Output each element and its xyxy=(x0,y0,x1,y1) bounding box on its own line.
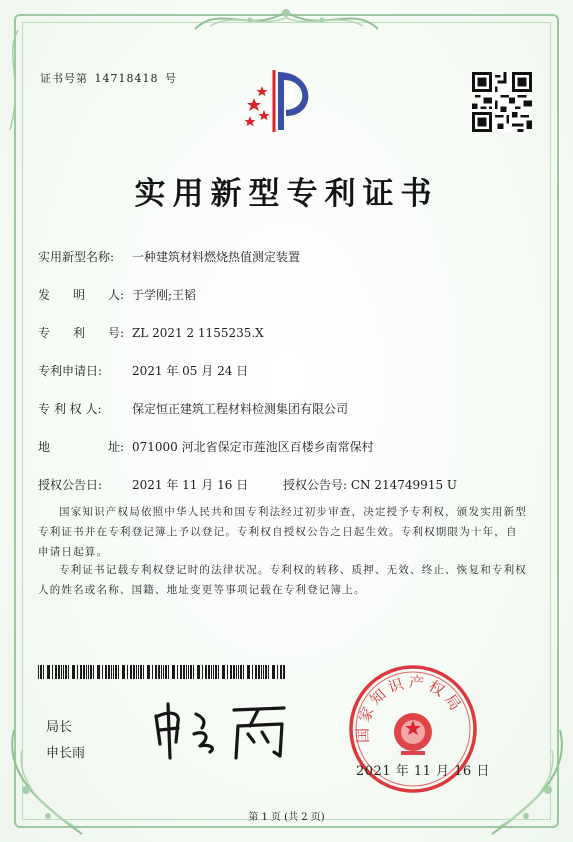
barcode-bar xyxy=(140,665,142,679)
barcode-bar xyxy=(80,665,82,679)
barcode-bar xyxy=(105,665,107,679)
barcode-bar xyxy=(97,665,100,679)
barcode-bar xyxy=(263,665,264,679)
grant-date-value: 2021 年 11 月 16 日 xyxy=(132,478,249,492)
barcode-bar xyxy=(152,665,153,679)
barcode-bar xyxy=(61,665,62,679)
grant-number-row xyxy=(283,476,457,493)
barcode-bar xyxy=(193,665,194,679)
top-ornament xyxy=(190,4,383,34)
utility-model-name-value: 一种建筑材料燃烧热值测定装置 xyxy=(132,250,301,264)
barcode-bar xyxy=(268,665,269,679)
barcode-bar xyxy=(283,665,285,679)
barcode-bar xyxy=(88,665,89,679)
barcode-bar xyxy=(58,665,60,679)
barcode-bar xyxy=(52,665,53,679)
barcode-bar xyxy=(233,665,235,679)
barcode-bar xyxy=(72,665,75,679)
barcode-bar xyxy=(238,665,239,679)
barcode-bar xyxy=(280,665,282,679)
grant-date-label: 授权公告日: xyxy=(38,478,103,492)
barcode-bar xyxy=(43,665,44,679)
bottom-right-ornament xyxy=(490,730,570,840)
barcode-bar xyxy=(118,665,119,679)
patentee-value: 保定恒正建筑工程材料检测集团有限公司 xyxy=(132,402,349,416)
barcode-bar xyxy=(143,665,144,679)
barcode-bar xyxy=(213,665,214,679)
filing-date-row xyxy=(38,362,248,379)
barcode-bar xyxy=(77,665,78,679)
barcode-bar xyxy=(133,665,135,679)
barcode-bar xyxy=(65,665,67,679)
patent-number-label: 专 利 号: xyxy=(38,326,124,340)
seal-text: 国家知识产权局 xyxy=(353,673,467,744)
barcode-bar xyxy=(90,665,92,679)
grant-number-value: CN 214749915 U xyxy=(350,478,458,492)
barcode-bar xyxy=(177,665,178,679)
barcode-bar xyxy=(161,665,162,679)
cnipa-logo xyxy=(240,68,320,136)
certificate-number-label: 证书号第 xyxy=(40,72,88,85)
barcode-bar xyxy=(261,665,262,679)
barcode-bar xyxy=(265,665,267,679)
certificate-number-suffix: 号 xyxy=(165,72,177,85)
barcode-bar xyxy=(215,665,217,679)
qr-code xyxy=(472,72,532,132)
barcode-bar xyxy=(240,665,242,679)
barcode-bar xyxy=(186,665,187,679)
barcode-bar xyxy=(202,665,203,679)
barcode-bar xyxy=(115,665,117,679)
barcode-bar xyxy=(208,665,210,679)
barcode-bar xyxy=(63,665,64,679)
barcode-bar xyxy=(136,665,137,679)
barcode-bar xyxy=(183,665,185,679)
barcode-bar xyxy=(108,665,110,679)
barcode-bar xyxy=(188,665,189,679)
patent-number-value: ZL 2021 2 1155235.X xyxy=(132,326,264,340)
barcode-bar xyxy=(243,665,244,679)
grant-date-row xyxy=(38,476,248,493)
barcode-bar xyxy=(40,665,42,679)
barcode-bar xyxy=(258,665,260,679)
barcode-bar xyxy=(93,665,94,679)
barcode-bar xyxy=(272,665,275,679)
barcode-bar xyxy=(252,665,253,679)
barcode-bar xyxy=(38,665,39,679)
barcode-bar xyxy=(255,665,257,679)
barcode-bar xyxy=(190,665,192,679)
address-row xyxy=(38,438,374,455)
barcode-bar xyxy=(83,665,85,679)
barcode-bar xyxy=(168,665,169,679)
barcode-bar xyxy=(113,665,114,679)
barcode-bar xyxy=(227,665,228,679)
patent-number-row xyxy=(38,324,264,341)
barcode-bar xyxy=(205,665,207,679)
filing-date-value: 2021 年 05 月 24 日 xyxy=(132,364,249,378)
utility-model-name-row xyxy=(38,248,300,265)
left-ornament-top xyxy=(4,30,24,130)
barcode-bar xyxy=(230,665,232,679)
barcode-bar xyxy=(236,665,237,679)
barcode-bar xyxy=(247,665,250,679)
barcode-bar xyxy=(68,665,69,679)
legal-status-paragraph: 专利证书记载专利权登记时的法律状况。专利权的转移、质押、无效、终止、恢复和专利权人的姓名或名称、国籍、地址变更等事项记载在专利登记簿上。 xyxy=(38,564,527,596)
barcode xyxy=(38,664,288,678)
barcode-bar xyxy=(277,665,278,679)
barcode-bar xyxy=(127,665,128,679)
barcode-bar xyxy=(180,665,182,679)
utility-model-name-label: 实用新型名称: xyxy=(38,250,115,264)
barcode-bar xyxy=(138,665,139,679)
barcode-bar xyxy=(165,665,167,679)
barcode-bar xyxy=(197,665,200,679)
inventor-row xyxy=(38,286,196,303)
address-label: 地 址: xyxy=(38,440,124,454)
certificate-number xyxy=(38,70,177,86)
barcode-bar xyxy=(122,665,125,679)
certificate-title: 实用新型专利证书 xyxy=(134,176,439,212)
barcode-bar xyxy=(218,665,219,679)
director-signature xyxy=(150,700,300,762)
barcode-bar xyxy=(158,665,160,679)
barcode-bar xyxy=(55,665,57,679)
patentee-row xyxy=(38,400,348,417)
patentee-label: 专 利 权 人: xyxy=(38,402,102,416)
director-title: 局长 xyxy=(46,720,73,735)
address-value: 071000 河北省保定市莲池区百楼乡南常保村 xyxy=(132,440,374,454)
grant-number-label: 授权公告号: xyxy=(283,478,348,492)
seal-date: 2021 年 11 月 16 日 xyxy=(356,764,490,779)
barcode-bar xyxy=(147,665,150,679)
barcode-bar xyxy=(102,665,103,679)
director-name: 申长雨 xyxy=(46,746,86,761)
barcode-bar xyxy=(86,665,87,679)
inventor-label: 发 明 人: xyxy=(38,288,124,302)
barcode-bar xyxy=(211,665,212,679)
page-number: 第 1 页 (共 2 页) xyxy=(248,812,325,823)
barcode-bar xyxy=(111,665,112,679)
barcode-bar xyxy=(222,665,225,679)
barcode-bar xyxy=(47,665,50,679)
barcode-bar xyxy=(130,665,132,679)
certificate-number-value: 14718418 xyxy=(94,72,159,85)
barcode-bar xyxy=(172,665,175,679)
filing-date-label: 专利申请日: xyxy=(38,364,103,378)
grant-statement-paragraph: 国家知识产权局依照中华人民共和国专利法经过初步审查，决定授予专利权，颁发实用新型专利证书并在专利登记簿上予以登记。专利权自授权公告之日起生效。专利权期限为十年，自申请日起算。 xyxy=(38,506,527,558)
barcode-bar xyxy=(155,665,157,679)
barcode-bar xyxy=(163,665,164,679)
inventor-value: 于学刚;王韬 xyxy=(132,288,197,302)
